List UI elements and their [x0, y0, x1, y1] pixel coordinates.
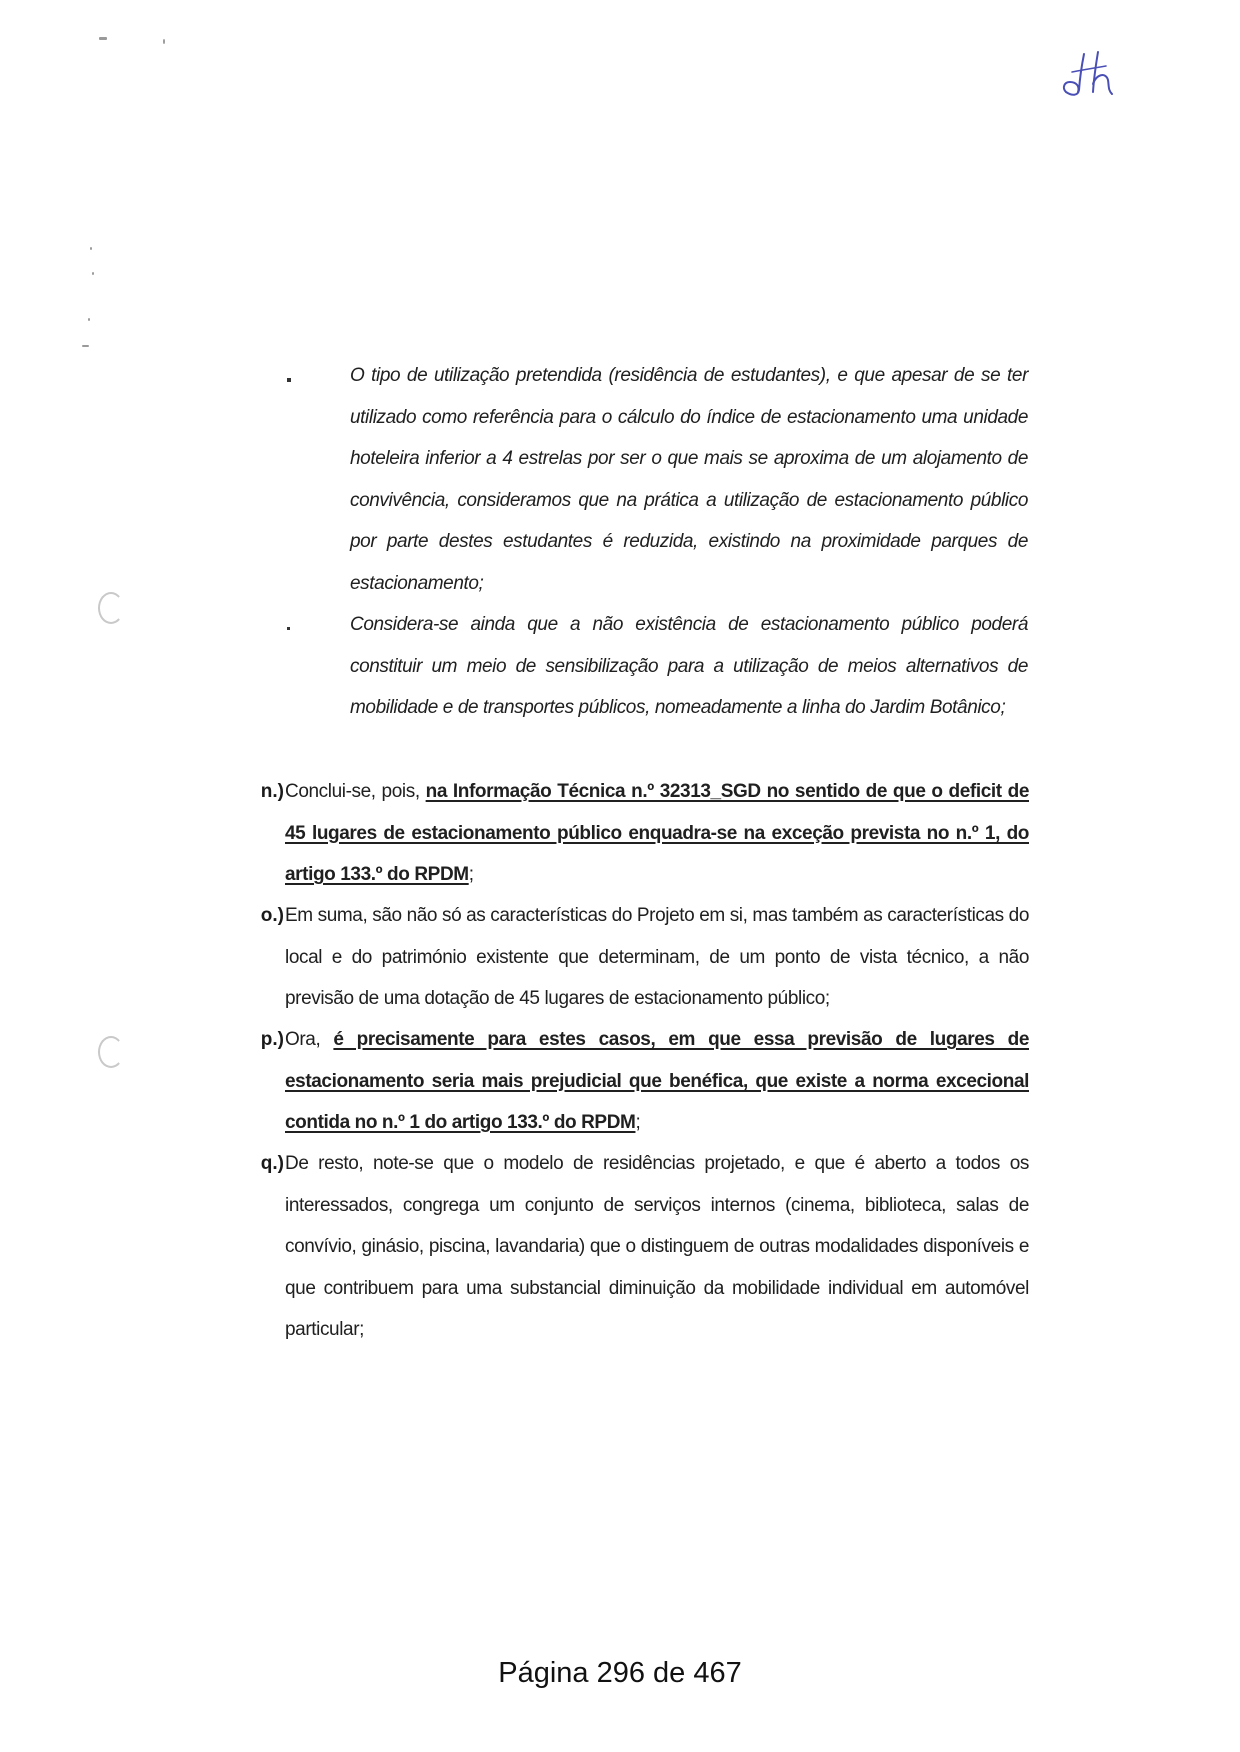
scan-speck [92, 272, 94, 275]
clause-n [285, 771, 1029, 896]
handwritten-initials-mark [1058, 50, 1118, 100]
punch-hole-mark [98, 1036, 124, 1068]
clause-n-lead: Conclui-se, pois, [285, 781, 426, 802]
clause-label-p: p.) [260, 1029, 284, 1050]
scan-speck [90, 247, 92, 250]
clause-q-text: De resto, note-se que o modelo de residências projetado, e que é aberto a todos os interessados, congrega um conjunto de serviços internos (cinema, biblioteca, salas de convívio, ginásio, piscina, lavandaria) que o distinguem de outras modalidades disponíveis e que contribuem para uma substancial diminuição da mobilidade individual em automóvel particular; [285, 1153, 1029, 1340]
clause-p-emphasis: é precisamente para estes casos, em que essa previsão de lugares de estacionamento seria mais prejudicial que benéfica, que existe a norma excecional contida no n.º 1 do artigo 133.º do RPDM [285, 1029, 1029, 1133]
bullet-marker [287, 627, 290, 630]
page-number-footer: Página 296 de 467 [498, 1657, 742, 1689]
bullet-marker [287, 378, 291, 382]
clause-n-tail: ; [468, 864, 474, 885]
clause-label-o: o.) [260, 905, 284, 926]
bullet-item [350, 604, 1028, 729]
clause-o [285, 895, 1029, 1020]
clause-label-n: n.) [260, 781, 284, 802]
clause-p-tail: ; [635, 1112, 641, 1133]
bullet-item-text: O tipo de utilização pretendida (residência de estudantes), e que apesar de se ter utilizado como referência para o cálculo do índice de estacionamento uma unidade hoteleira inferior a 4 estrelas por ser o que mais se aproxima de um alojamento de convivência, consideramos que na prática a utilização de estacionamento público por parte destes estudantes é reduzida, existindo na proximidade parques de estacionamento; [350, 365, 1028, 594]
clause-n-emphasis: na Informação Técnica n.º 32313_SGD no sentido de que o deficit de 45 lugares de estacionamento público enquadra-se na exceção prevista no n.º 1, do artigo 133.º do RPDM [285, 781, 1029, 885]
clause-p [285, 1019, 1029, 1144]
scan-speck [88, 318, 90, 321]
clause-label-q: q.) [260, 1153, 284, 1174]
bullet-item [350, 355, 1028, 604]
clause-p-lead: Ora, [285, 1029, 334, 1050]
scan-speck [99, 37, 107, 40]
punch-hole-mark [98, 592, 124, 624]
scan-speck [82, 345, 89, 347]
bullet-item-text: Considera-se ainda que a não existência de estacionamento público poderá constituir um meio de sensibilização para a utilização de meios alternativos de mobilidade e de transportes públicos, nomeadamente a linha do Jardim Botânico; [350, 614, 1028, 718]
scan-speck [163, 39, 165, 44]
clause-o-text: Em suma, são não só as características do Projeto em si, mas também as características do local e do património existente que determinam, de um ponto de vista técnico, a não previsão de uma dotação de 45 lugares de estacionamento público; [285, 905, 1029, 1009]
clause-q [285, 1143, 1029, 1351]
